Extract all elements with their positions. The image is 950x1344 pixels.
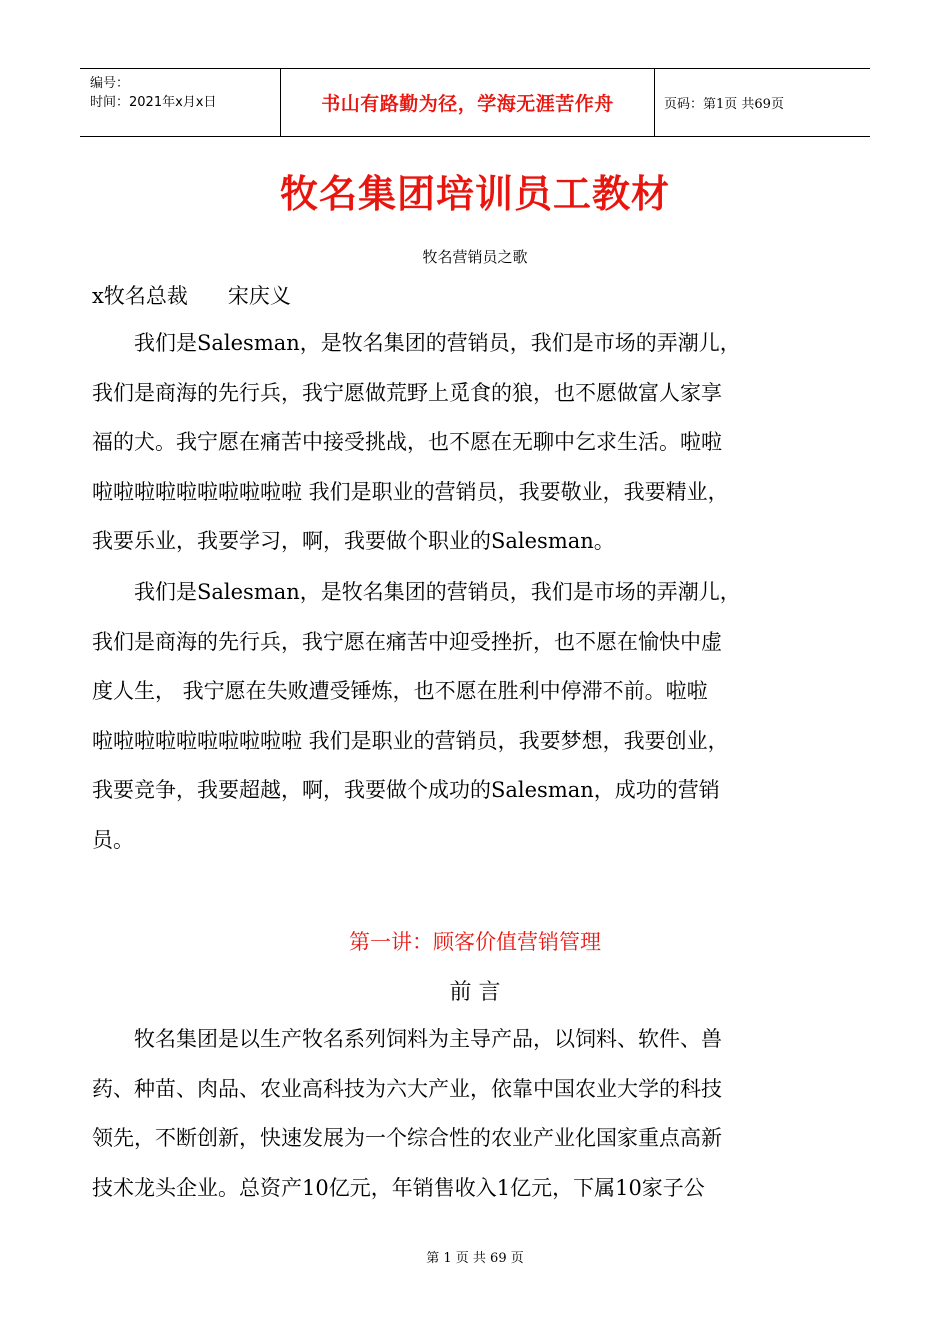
text-line: 员。 xyxy=(92,827,134,852)
text-line: 我们是商海的先行兵，我宁愿在痛苦中迎受挫折，也不愿在愉快中虚 xyxy=(92,629,722,654)
preface-title: 前 言 xyxy=(449,980,501,1005)
author-line: x牧名总裁 宋庆义 xyxy=(92,284,291,308)
text-line: 我要乐业，我要学习，啊，我要做个职业的Salesman。 xyxy=(92,529,615,553)
text-line: 度人生， 我宁愿在失败遭受锤炼，也不愿在胜利中停滞不前。啦啦 xyxy=(92,679,708,703)
text-line: 啦啦啦啦啦啦啦啦啦啦 我们是职业的营销员，我要敬业，我要精业， xyxy=(92,479,729,504)
page-footer-number: 第 1 页 共 69 页 xyxy=(426,1251,524,1266)
header-page-info: 页码：第1页 共69页 xyxy=(664,97,784,112)
text-line: 药、种苗、肉品、农业高科技为六大产业，依靠中国农业大学的科技 xyxy=(92,1076,722,1101)
paragraph-1 xyxy=(92,319,867,567)
lecture-title: 第一讲：顾客价值营销管理 xyxy=(349,930,601,954)
text-line: 福的犬。我宁愿在痛苦中接受挑战，也不愿在无聊中乞求生活。啦啦 xyxy=(92,430,722,454)
text-line: 啦啦啦啦啦啦啦啦啦啦 我们是职业的营销员，我要梦想，我要创业， xyxy=(92,728,729,753)
paragraph-2 xyxy=(92,568,867,865)
text-line: 我们是商海的先行兵，我宁愿做荒野上觅食的狼，也不愿做富人家享 xyxy=(92,380,722,405)
text-line: 我们是Salesman，是牧名集团的营销员，我们是市场的弄潮儿， xyxy=(92,580,741,604)
header-number-label: 编号： xyxy=(90,76,130,91)
text-line: 我要竞争，我要超越，啊，我要做个成功的Salesman，成功的营销 xyxy=(92,778,720,802)
header-time-label: 时间：2021年x月x日 xyxy=(90,95,217,110)
text-line: 领先，不断创新，快速发展为一个综合性的农业产业化国家重点高新 xyxy=(92,1126,722,1150)
text-line: 技术龙头企业。总资产10亿元，年销售收入1亿元，下属10家子公 xyxy=(92,1175,705,1200)
text-line: 我们是Salesman，是牧名集团的营销员，我们是市场的弄潮儿， xyxy=(92,331,741,355)
document-subtitle: 牧名营销员之歌 xyxy=(422,248,528,266)
text-line: 牧名集团是以生产牧名系列饲料为主导产品，以饲料、软件、兽 xyxy=(92,1027,722,1051)
header-motto: 书山有路勤为径，学海无涯苦作舟 xyxy=(281,69,655,136)
header-meta-cell xyxy=(80,69,281,136)
page-header xyxy=(80,68,870,137)
document-title: 牧名集团培训员工教材 xyxy=(279,171,670,216)
paragraph-3 xyxy=(92,1015,867,1213)
